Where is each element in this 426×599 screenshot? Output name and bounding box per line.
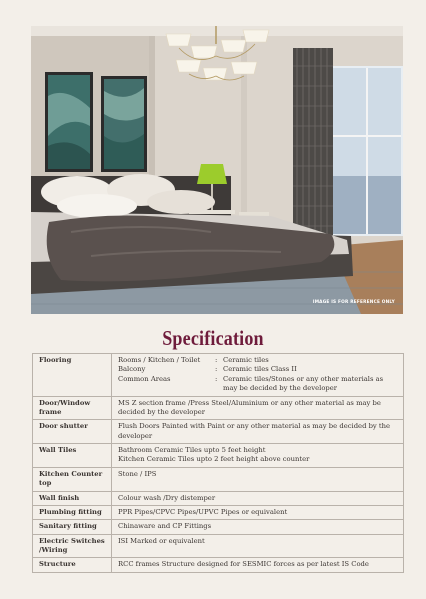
spec-row bbox=[33, 444, 404, 468]
spec-row bbox=[33, 505, 404, 519]
spec-label: Structure bbox=[33, 558, 112, 572]
spec-value bbox=[112, 467, 404, 491]
spec-line: Kitchen Ceramic Tiles upto 2 feet height above counter bbox=[118, 455, 310, 464]
spec-subitem-material: Ceramic tiles bbox=[223, 356, 269, 364]
spec-subitem-area: Common Areas bbox=[118, 374, 171, 383]
spec-value bbox=[112, 420, 404, 444]
spec-row bbox=[33, 558, 404, 572]
spec-label: Wall finish bbox=[33, 491, 112, 505]
spec-subitem-colon: : bbox=[215, 365, 218, 374]
spec-row bbox=[33, 491, 404, 505]
spec-value bbox=[112, 505, 404, 519]
spec-label: Kitchen Counter top bbox=[33, 467, 112, 491]
spec-label: Wall Tiles bbox=[33, 444, 112, 468]
spec-label: Door shutter bbox=[33, 420, 112, 444]
spec-label: Flooring bbox=[33, 354, 112, 397]
spec-subitem bbox=[118, 365, 399, 374]
spec-value bbox=[112, 534, 404, 558]
spec-value bbox=[112, 444, 404, 468]
spec-subitem-colon: : bbox=[215, 356, 218, 364]
spec-subitem-material: Ceramic tiles/Stones or any other materials as may be decided by the developer bbox=[223, 374, 384, 393]
spec-line: RCC frames Structure designed for SESMIC forces as per latest IS Code bbox=[118, 560, 369, 569]
spec-subitem bbox=[118, 375, 399, 394]
spec-line: MS Z section frame /Press Steel/Aluminium or any other material as may be decided by the developer bbox=[118, 398, 381, 416]
spec-subitem-area: Rooms / Kitchen / Toilet bbox=[118, 356, 201, 364]
spec-subitem-colon: : bbox=[215, 374, 218, 383]
spec-line: Stone / IPS bbox=[118, 469, 157, 478]
bedroom-illustration bbox=[31, 26, 403, 314]
spec-line: Bathroom Ceramic Tiles upto 5 feet height bbox=[118, 446, 266, 454]
spec-value bbox=[112, 354, 404, 397]
spec-line: ISI Marked or equivalent bbox=[118, 536, 205, 545]
spec-value bbox=[112, 520, 404, 534]
page-title: Specification bbox=[162, 326, 264, 350]
spec-label: Sanitary fitting bbox=[33, 520, 112, 534]
spec-label: Electric Switches /Wiring bbox=[33, 534, 112, 558]
spec-subitem bbox=[118, 356, 399, 365]
spec-label: Plumbing fitting bbox=[33, 505, 112, 519]
spec-row bbox=[33, 520, 404, 534]
spec-line: Flush Doors Painted with Paint or any other material as may be decided by the developer bbox=[118, 422, 391, 440]
spec-row bbox=[33, 396, 404, 420]
spec-row bbox=[33, 354, 404, 397]
spec-value bbox=[112, 558, 404, 572]
spec-value bbox=[112, 396, 404, 420]
spec-row bbox=[33, 420, 404, 444]
specification-table bbox=[32, 353, 404, 573]
spec-value bbox=[112, 491, 404, 505]
spec-row bbox=[33, 534, 404, 558]
reference-caption: IMAGE IS FOR REFERENCE ONLY bbox=[312, 300, 395, 305]
spec-subitem-area: Balcony bbox=[118, 365, 146, 374]
spec-line: PPR Pipes/CPVC Pipes/UPVC Pipes or equivalent bbox=[118, 507, 288, 516]
spec-line: Chinaware and CP Fittings bbox=[118, 522, 212, 531]
spec-subitem-material: Ceramic tiles Class II bbox=[223, 365, 297, 374]
spec-line: Colour wash /Dry distemper bbox=[118, 493, 216, 502]
bedroom-photo bbox=[31, 26, 403, 314]
spec-row bbox=[33, 467, 404, 491]
spec-label: Door/Window frame bbox=[33, 396, 112, 420]
